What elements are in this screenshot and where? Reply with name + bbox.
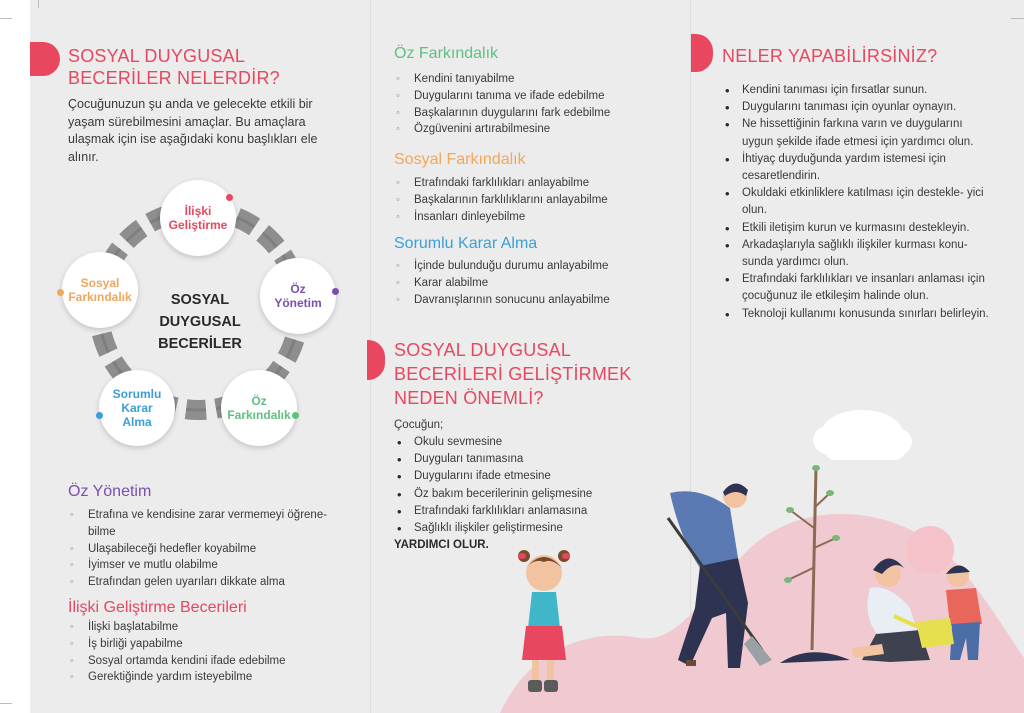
node-dot [226,194,233,201]
family-planting-illustration [490,398,1024,713]
title-line: BECERİLER NELERDİR? [68,68,280,88]
list-item: ◦ Kendini tanıyabilme [394,71,684,88]
section-subtitle: Sosyal Farkındalık [394,151,526,168]
iliski-list [68,619,350,686]
node-line: İlişki [184,204,212,218]
section-subtitle: İlişki Geliştirme Becerileri [68,599,247,616]
node-label [169,204,228,232]
node-line: Geliştirme [168,218,228,232]
node-label [274,282,321,310]
title-line: SOSYAL DUYGUSAL [68,46,246,66]
list-item: • Etrafındaki farklılıkları anlamasına [394,503,684,520]
node-line: Yönetim [274,296,322,310]
list-item: ◦ Sosyal ortamda kendini ifade edebilme [68,653,350,670]
list-item: ◦ Davranışlarının sonucunu anlayabilme [394,292,684,309]
list-item: ◦ Duygularını tanıma ve ifade edebilme [394,88,684,105]
left-panel [68,45,358,89]
node-line: Farkındalık [68,290,132,304]
node-line: Öz [251,394,267,408]
list-item: • Öz bakım becerilerinin gelişmesine [394,486,684,503]
title-line: NEDEN ÖNEMLİ? [394,388,544,408]
list-item: ◦ Karar alabilme [394,275,684,292]
pink-sun [906,526,954,574]
list-item: ◦ Başkalarının farklılıklarını anlayabilme [394,192,684,209]
section-title: NELER YAPABİLİRSİNİZ? [722,46,938,66]
wheel-node-iliski [160,180,236,256]
why-lead: Çocuğun; [394,419,444,431]
list-item: • Duygularını tanıması için oyunlar oynayın. [722,99,992,116]
list-item: ◦ Başkalarının duygularını fark edebilme [394,105,684,122]
list-item: ◦ Ulaşabileceği hedefler koyabilme [68,541,350,558]
wheel-node-oz-farkindalik [221,370,297,446]
section-subtitle: Öz Yönetim [68,483,152,500]
sosyal-farkindalik-list [394,175,684,225]
crop-mark [0,703,12,704]
node-line: Öz [290,282,306,296]
node-line: Alma [122,415,152,429]
wheel-node-oz-yonetim [260,258,336,334]
list-item: • İhtiyaç duyduğunda yardım istemesi için cesaretlendirin. [722,151,992,185]
wheel-center-label [150,289,250,355]
node-line: Sorumlu [112,387,162,401]
oz-yonetim-list [68,507,350,591]
list-item: • Okuldaki etkinliklere katılması için destekle- yici olun. [722,185,992,219]
sorumlu-list [394,258,684,308]
crop-mark [1011,18,1024,19]
node-line: Farkındalık [227,408,291,422]
list-item: ◦ İş birliği yapabilme [68,636,350,653]
node-line: Sosyal [80,276,120,290]
list-item: • Ne hissettiğinin farkına varın ve duygularını uygun şekilde ifade etmesi için yardımcı olun. [722,116,992,150]
list-item: ◦ İçinde bulunduğu durumu anlayabilme [394,258,684,275]
list-item: • Okulu sevmesine [394,434,684,451]
wheel-node-sosyal-farkindalik [62,252,138,328]
list-item: • Etrafındaki farklılıkları ve insanları anlaması için çocuğunuz ile etkileşim halinde olun. [722,271,992,305]
tips-list [722,82,992,323]
list-item: ◦ Etrafındaki farklılıkları anlayabilme [394,175,684,192]
center-line: SOSYAL [170,292,230,308]
node-label [113,387,162,429]
node-label [227,394,290,422]
node-dot [57,289,64,296]
crop-mark [0,18,12,19]
node-dot [332,288,339,295]
section-subtitle: Sorumlu Karar Alma [394,235,538,252]
section-subtitle: Öz Farkındalık [394,45,499,62]
crop-mark [38,0,39,8]
list-item: • Duyguları tanımasına [394,451,684,468]
list-item: ◦ Özgüvenini artırabilmesine [394,121,684,138]
why-end: YARDIMCI OLUR. [394,539,489,551]
list-item: • Kendini tanıması için fırsatlar sunun. [722,82,992,99]
list-item: ◦ İnsanları dinleyebilme [394,209,684,226]
oz-farkindalik-list [394,71,684,138]
list-item: ◦ İyimser ve mutlu olabilme [68,557,350,574]
center-line: DUYGUSAL [159,314,241,330]
list-item: • Teknoloji kullanımı konusunda sınırları belirleyin. [722,306,992,323]
center-line: BECERİLER [158,336,242,352]
cloud [813,410,912,460]
intro-text: Çocuğunuzun şu anda ve gelecekte etkili bir yaşam sürebilmesini amaçlar. Bu amaçlara ulaşmak için ise aşağıdaki konu başlıkları ele alınır. [68,97,318,164]
node-label [68,276,131,304]
list-item: ◦ Gerektiğinde yardım isteyebilme [68,669,350,686]
list-item: • Sağlıklı ilişkiler geliştirmesine [394,520,684,537]
node-dot [96,412,103,419]
list-item: • Etkili iletişim kurun ve kurmasını destekleyin. [722,220,992,237]
list-item: • Arkadaşlarıyla sağlıklı ilişkiler kurması konu- sunda yardımcı olun. [722,237,992,271]
list-item: ◦ İlişki başlatabilme [68,619,350,636]
section-title [68,45,358,89]
list-item: ◦ Etrafından gelen uyarıları dikkate alma [68,574,350,591]
wheel-node-sorumlu [99,370,175,446]
node-line: Karar [121,401,153,415]
title-line: BECERİLERİ GELİŞTİRMEK [394,364,632,384]
node-dot [292,412,299,419]
title-line: SOSYAL DUYGUSAL [394,340,572,360]
list-item: ◦ Etrafına ve kendisine zarar vermemeyi öğrene- bilme [68,507,350,541]
list-item: • Duygularını ifade etmesine [394,468,684,485]
